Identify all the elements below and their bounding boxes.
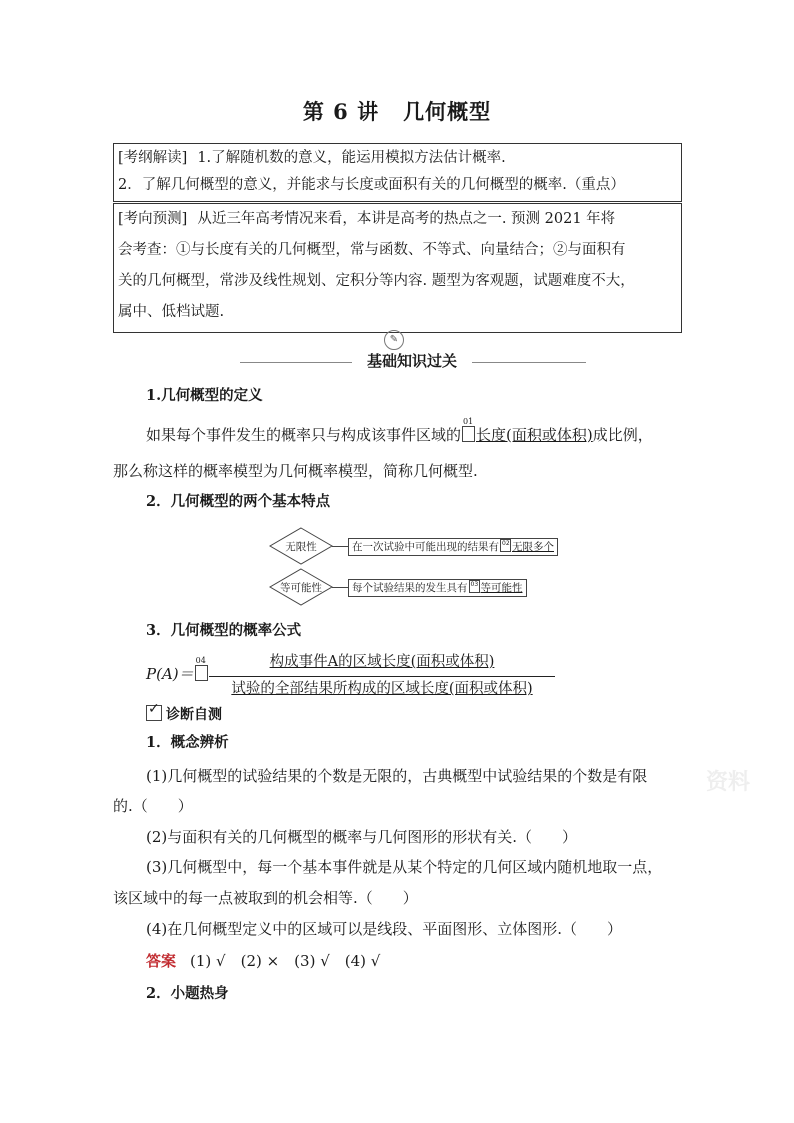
feature-desc-text-2: 每个试验结果的发生具有 [352, 582, 468, 594]
formula-lhs-text: P(A)＝ [146, 665, 194, 683]
question-1-3-line-1: (3)几何概型中，每一个基本事件就是从某个特定的几何区域内随机地取一点， [146, 858, 663, 876]
lecture-topic: 几何概型 [403, 99, 492, 124]
answer-line [146, 950, 380, 972]
forecast-line-1 [118, 209, 677, 229]
heading-definition: 1.几何概型的定义 [146, 387, 263, 404]
formula-numerator: 构成事件A的区域长度(面积或体积) [269, 654, 495, 670]
feature-name-1: 无限性 [285, 541, 317, 553]
syllabus-box [113, 143, 682, 202]
section-title: 基础知识过关 [352, 350, 472, 371]
definition-line-1 [146, 417, 653, 446]
marker-label: 04 [195, 656, 206, 665]
question-1-1-line-1: (1)几何概型的试验结果的个数是无限的，古典概型中试验结果的个数是有限 [146, 767, 648, 785]
syllabus-text-1: 1.了解随机数的意义，能运用模拟方法估计概率. [197, 150, 506, 166]
connector-1 [332, 546, 348, 547]
definition-line-2: 那么称这样的概率模型为几何概率模型，简称几何概型. [113, 462, 478, 480]
page-title [0, 96, 794, 126]
feature-desc-1 [348, 538, 558, 556]
formula-lhs [146, 656, 209, 685]
marker-label: 01 [463, 417, 474, 426]
forecast-line-3: 关的几何概型，常涉及线性规划、定积分等内容. 题型为客观题，试题难度不大， [118, 273, 635, 289]
forecast-line-4: 属中、低档试题. [118, 304, 225, 320]
feature-term-1: 无限多个 [512, 541, 554, 553]
question-1-1-line-2: 的.（ ） [113, 797, 193, 815]
marker-label: 03 [470, 581, 479, 588]
feature-desc-2 [348, 579, 527, 597]
definition-term: 长度(面积或体积) [476, 426, 593, 444]
forecast-box [113, 203, 682, 333]
question-1-heading: 1．概念辨析 [146, 734, 229, 751]
diagnostic-heading [146, 701, 222, 724]
feature-name-2: 等可能性 [280, 582, 322, 594]
watermark: 资料 [706, 769, 751, 795]
connector-2 [332, 587, 348, 588]
definition-tail: 成比例， [592, 426, 653, 444]
blank-marker-icon [500, 539, 511, 552]
heading-formula: 3．几何概型的概率公式 [146, 622, 302, 639]
leaf-icon: ✎ [384, 330, 404, 350]
answer-label: 答案 [146, 952, 177, 970]
question-1-2: (2)与面积有关的几何概型的概率与几何图形的形状有关.（ ） [146, 828, 578, 846]
syllabus-line-1 [118, 148, 677, 168]
blank-marker-icon [195, 656, 208, 681]
question-2-heading: 2．小题热身 [146, 985, 229, 1002]
feature-term-2: 等可能性 [480, 582, 523, 594]
forecast-tag: [考向预测] [118, 211, 188, 227]
feature-desc-text-1: 在一次试验中可能出现的结果有 [352, 541, 499, 553]
syllabus-line-2: 2．了解几何概型的意义，并能求与长度或面积有关的几何概型的概率.（重点） [118, 177, 625, 193]
question-1-4: (4)在几何概型定义中的区域可以是线段、平面图形、立体图形.（ ） [146, 920, 623, 938]
checkbox-icon: ✓ [146, 705, 162, 721]
formula-denominator: 试验的全部结果所构成的区域长度(面积或体积) [231, 681, 533, 697]
diagnostic-title: 诊断自测 [166, 707, 222, 723]
forecast-text-1: 从近三年高考情况来看，本讲是高考的热点之一. 预测 2021 年将 [197, 211, 616, 227]
heading-features: 2．几何概型的两个基本特点 [146, 493, 331, 510]
lecture-number: 第 6 讲 [302, 99, 380, 124]
marker-label: 02 [502, 540, 510, 547]
question-1-3-line-2: 该区域中的每一点被取到的机会相等.（ ） [113, 889, 418, 907]
syllabus-tag: [考纲解读] [118, 150, 188, 166]
definition-text: 如果每个事件发生的概率只与构成该事件区域的 [146, 426, 462, 444]
forecast-line-2: 会考查：①与长度有关的几何概型，常与函数、不等式、向量结合；②与面积有 [118, 242, 626, 258]
blank-marker-icon [469, 580, 480, 593]
answer-text: (1) √ (2) × (3) √ (4) √ [190, 952, 381, 970]
blank-marker-icon [462, 417, 475, 442]
